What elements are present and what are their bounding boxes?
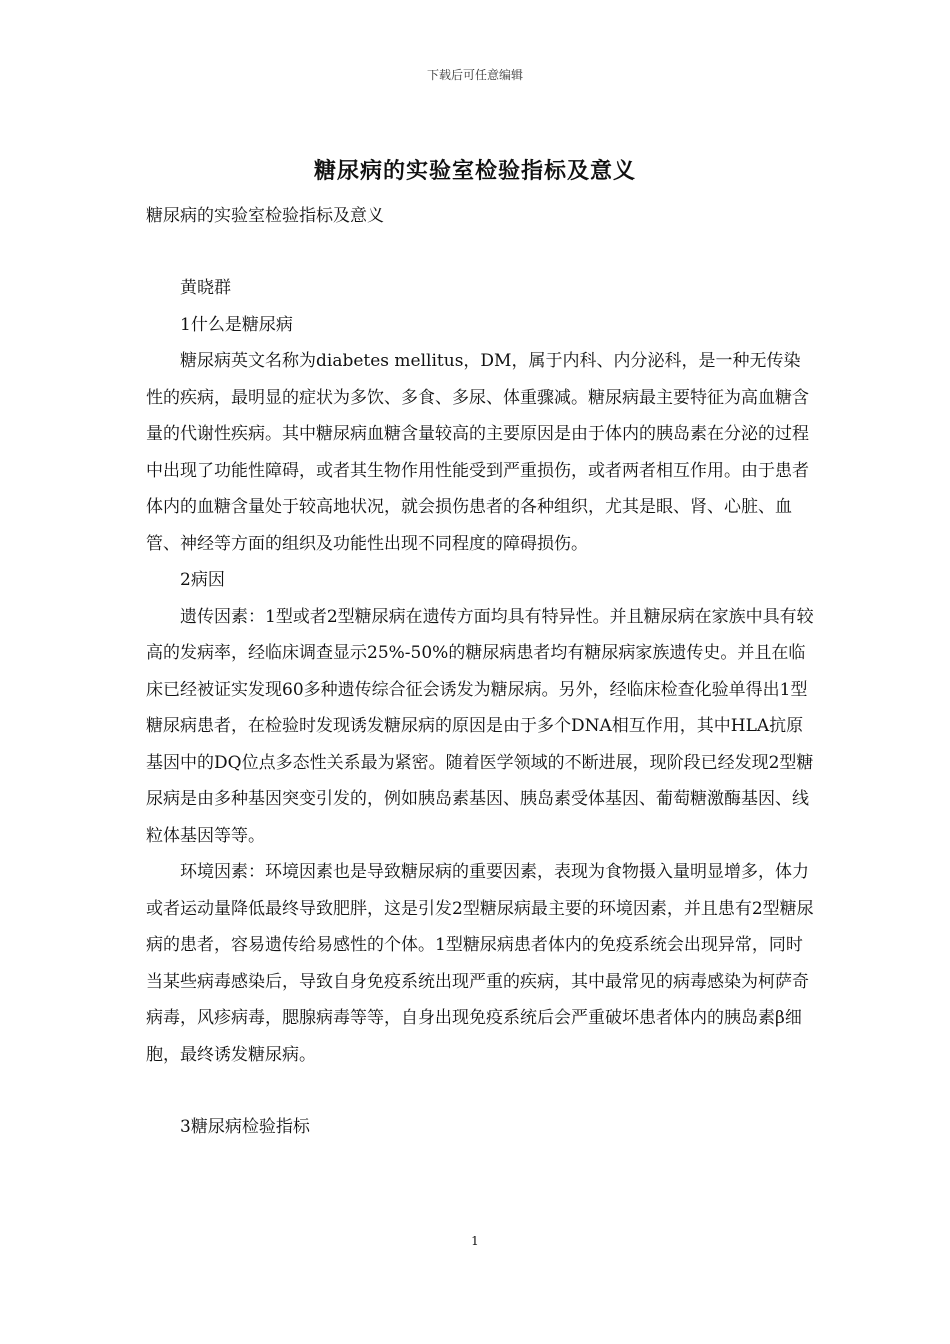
document-title: 糖尿病的实验室检验指标及意义 xyxy=(313,158,636,184)
section-1-heading: 1什么是糖尿病 xyxy=(180,314,293,335)
document-subtitle: 糖尿病的实验室检验指标及意义 xyxy=(146,206,384,226)
header-note: 下载后可任意编辑 xyxy=(426,68,523,82)
section-2-heading: 2病因 xyxy=(180,570,225,590)
section-3-heading: 3糖尿病检验指标 xyxy=(180,1117,310,1137)
blank-line xyxy=(146,1073,814,1109)
section-2-paragraph-genetic: 遗传因素：1型或者2型糖尿病在遗传方面均具有特异性。并且糖尿病在家族中具有较高的发病率，经临床调查显示25%-50%的糖尿病患者均有糖尿病家族遗传史。并且在临床已经被证实发现60多种遗传综合征会诱发为糖尿病。另外，经临床检查化验单得出1型糖尿病患者，在检验时发现诱发糖尿病的原因是由于多个DNA相互作用，其中HLA抗原基因中的DQ位点多态性关系最为紧密。随着医学领域的不断进展，现阶段已经发现2型糖尿病是由多种基因突变引发的，例如胰岛素基因、胰岛素受体基因、葡萄糖激酶基因、线粒体基因等等。 xyxy=(146,606,814,846)
section-1-paragraph: 糖尿病英文名称为diabetes mellitus，DM，属于内科、内分泌科，是一种无传染性的疾病，最明显的症状为多饮、多食、多尿、体重骤减。糖尿病最主要特征为高血糖含量的代谢性疾病。其中糖尿病血糖含量较高的主要原因是由于体内的胰岛素在分泌的过程中出现了功能性障碍，或者其生物作用性能受到严重损伤，或者两者相互作用。由于患者体内的血糖含量处于较高地状况，就会损伤患者的各种组织，尤其是眼、肾、心脏、血管、神经等方面的组织及功能性出现不同程度的障碍损伤。 xyxy=(146,351,809,554)
author: 黄晓群 xyxy=(180,278,231,298)
section-2-paragraph-environment: 环境因素：环境因素也是导致糖尿病的重要因素，表现为食物摄入量明显增多，体力或者运动量降低最终导致肥胖，这是引发2型糖尿病最主要的环境因素，并且患有2型糖尿病的患者，容易遗传给易感性的个体。1型糖尿病患者体内的免疫系统会出现异常，同时当某些病毒感染后，导致自身免疫系统出现严重的疾病，其中最常见的病毒感染为柯萨奇病毒，风疹病毒，腮腺病毒等等，自身出现免疫系统后会严重破坏患者体内的胰岛素β细胞，最终诱发糖尿病。 xyxy=(146,862,814,1065)
page-number: 1 xyxy=(471,1234,479,1248)
document-body xyxy=(146,270,814,1146)
